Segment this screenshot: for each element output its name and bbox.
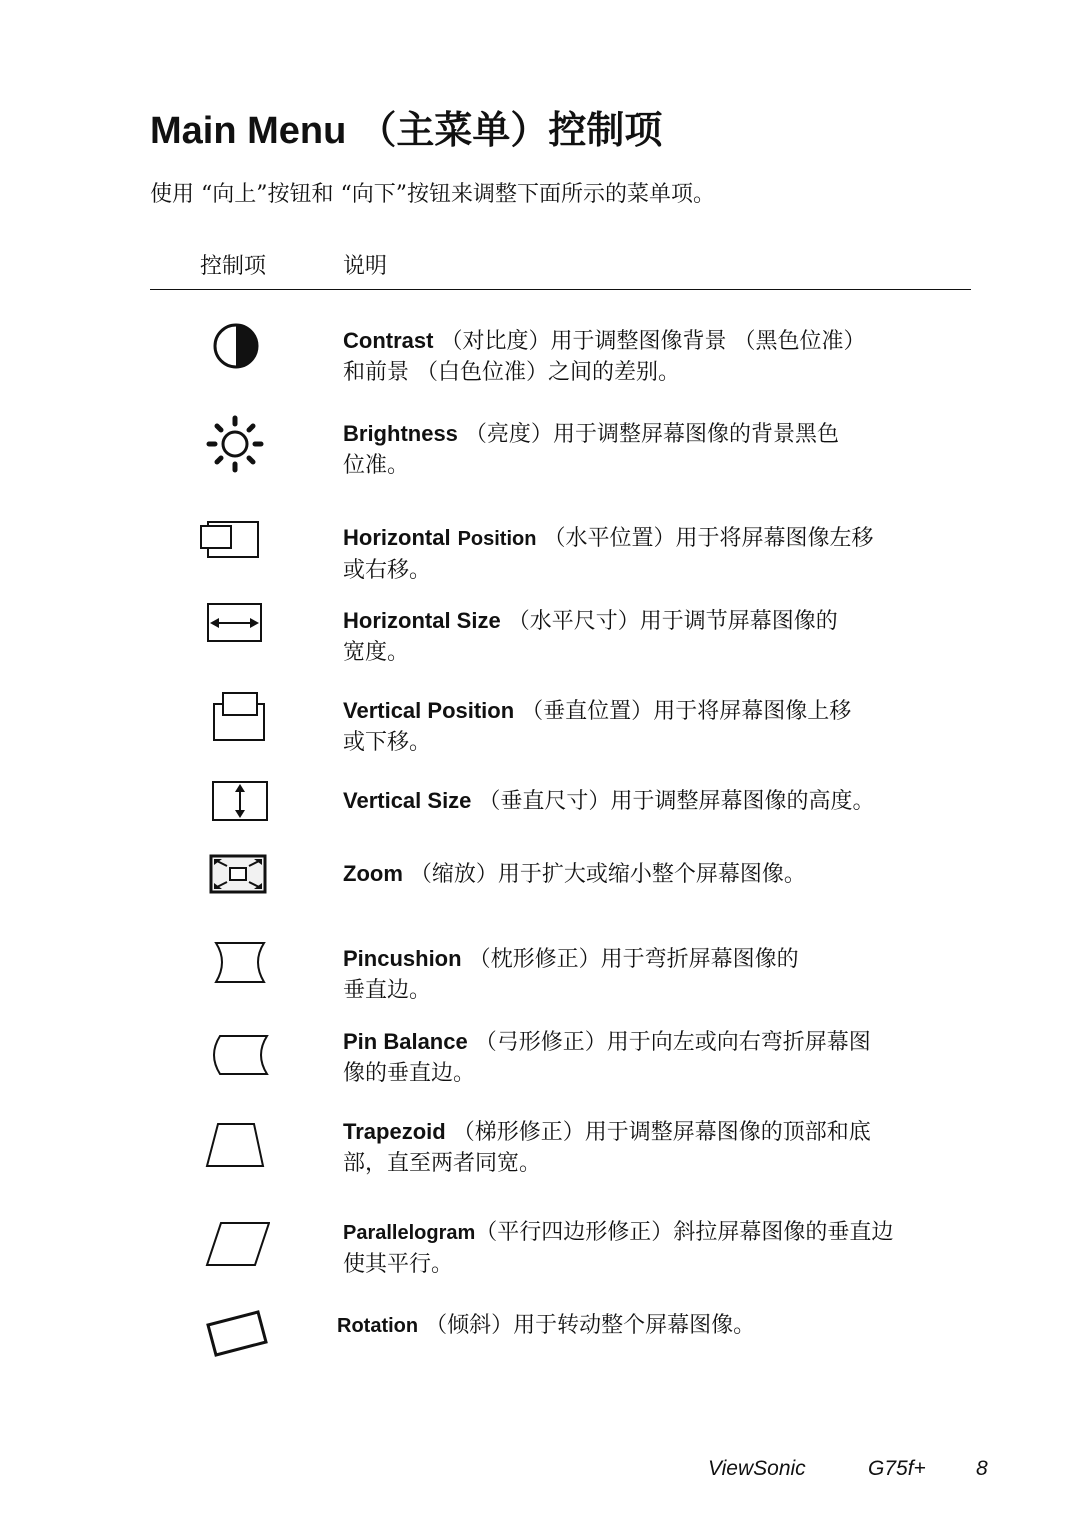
item-text: 用于将屏幕图像上移 bbox=[653, 699, 852, 724]
item-text: 斜拉屏幕图像的垂直边 bbox=[673, 1220, 894, 1245]
footer-page-number: 8 bbox=[976, 1457, 988, 1480]
item-name-zh: （水平位置） bbox=[543, 526, 676, 551]
item-text-line2: 或右移。 bbox=[343, 558, 432, 583]
item-text-line2: 垂直边。 bbox=[343, 978, 432, 1003]
vertical-position-description bbox=[343, 695, 993, 758]
vertical-position-icon bbox=[200, 688, 270, 748]
header-rule bbox=[150, 289, 971, 290]
intro-text: 使用 “向上”按钮和 “向下”按钮来调整下面所示的菜单项。 bbox=[150, 182, 715, 207]
item-name-zh: （倾斜） bbox=[425, 1313, 514, 1338]
column-header-control: 控制项 bbox=[200, 254, 267, 279]
pin-balance-icon bbox=[200, 1028, 270, 1088]
page-title-zh: （主菜单）控制项 bbox=[358, 108, 663, 152]
item-term: Trapezoid bbox=[343, 1119, 446, 1144]
item-name-zh: （垂直尺寸） bbox=[478, 789, 611, 814]
item-text: 用于将屏幕图像左移 bbox=[675, 526, 874, 551]
brightness-icon bbox=[200, 414, 270, 474]
vertical-size-description bbox=[343, 785, 993, 817]
item-text-line2: 或下移。 bbox=[343, 730, 432, 755]
item-name-zh: （弓形修正） bbox=[474, 1030, 607, 1055]
footer-model: G75f+ bbox=[868, 1457, 926, 1480]
item-text-line2: 像的垂直边。 bbox=[343, 1061, 476, 1086]
item-text: 用于转动整个屏幕图像。 bbox=[513, 1313, 756, 1338]
item-text: 用于调节屏幕图像的 bbox=[639, 609, 838, 634]
footer-brand: ViewSonic bbox=[708, 1457, 806, 1480]
page-title bbox=[150, 104, 662, 157]
item-text: 用于调整屏幕图像的背景黑色 bbox=[552, 422, 839, 447]
parallelogram-icon bbox=[200, 1215, 270, 1275]
item-term: Vertical Size bbox=[343, 788, 472, 813]
item-name-zh: （缩放） bbox=[409, 862, 498, 887]
item-term: Horizontal Size bbox=[343, 608, 501, 633]
item-text-line2: 和前景 （白色位准）之间的差别。 bbox=[343, 360, 680, 385]
item-text: 用于调整图像背景 （黑色位准） bbox=[550, 329, 866, 354]
item-name-zh: （水平尺寸） bbox=[507, 609, 640, 634]
item-text: 用于向左或向右弯折屏幕图 bbox=[606, 1030, 871, 1055]
item-name-zh: （梯形修正） bbox=[452, 1120, 585, 1145]
item-term: Rotation bbox=[337, 1315, 419, 1337]
item-text: 用于调整屏幕图像的高度。 bbox=[610, 789, 875, 814]
page-title-en: Main Menu bbox=[150, 110, 347, 152]
item-term: Horizontal bbox=[343, 525, 451, 550]
pincushion-icon bbox=[200, 935, 270, 995]
item-text: 用于弯折屏幕图像的 bbox=[600, 947, 799, 972]
pin-balance-description bbox=[343, 1026, 993, 1089]
parallelogram-description bbox=[343, 1217, 993, 1280]
trapezoid-description bbox=[343, 1116, 993, 1179]
zoom-description bbox=[343, 858, 993, 890]
horizontal-size-description bbox=[343, 605, 993, 668]
contrast-description bbox=[343, 325, 993, 388]
item-name-zh: （平行四边形修正） bbox=[475, 1220, 674, 1245]
item-name-zh: （枕形修正） bbox=[468, 947, 601, 972]
item-term: Pincushion bbox=[343, 946, 462, 971]
item-term: Brightness bbox=[343, 421, 458, 446]
item-name-zh: （亮度） bbox=[464, 422, 553, 447]
column-header-description: 说明 bbox=[343, 254, 388, 279]
horizontal-position-icon bbox=[196, 510, 266, 570]
item-text: 用于扩大或缩小整个屏幕图像。 bbox=[497, 862, 806, 887]
item-text-line2: 宽度。 bbox=[343, 640, 410, 665]
item-term: Parallelogram bbox=[343, 1222, 476, 1244]
item-term-part2: Position bbox=[457, 528, 537, 550]
item-name-zh: （对比度） bbox=[440, 329, 551, 354]
rotation-icon bbox=[200, 1302, 270, 1362]
item-name-zh: （垂直位置） bbox=[521, 699, 654, 724]
brightness-description bbox=[343, 418, 993, 481]
horizontal-position-description bbox=[343, 522, 993, 586]
item-term: Vertical Position bbox=[343, 698, 515, 723]
rotation-description bbox=[337, 1310, 987, 1342]
trapezoid-icon bbox=[200, 1116, 270, 1176]
contrast-icon bbox=[200, 316, 270, 376]
item-term: Zoom bbox=[343, 861, 403, 886]
vertical-size-icon bbox=[200, 774, 270, 834]
item-text-line2: 位准。 bbox=[343, 453, 410, 478]
item-term: Contrast bbox=[343, 328, 434, 353]
item-term: Pin Balance bbox=[343, 1029, 468, 1054]
item-text-line2: 使其平行。 bbox=[343, 1252, 454, 1277]
zoom-icon bbox=[200, 846, 270, 906]
item-text: 用于调整屏幕图像的顶部和底 bbox=[584, 1120, 871, 1145]
pincushion-description bbox=[343, 943, 993, 1006]
horizontal-size-icon bbox=[200, 596, 270, 656]
item-text-line2: 部，直至两者同宽。 bbox=[343, 1151, 542, 1176]
